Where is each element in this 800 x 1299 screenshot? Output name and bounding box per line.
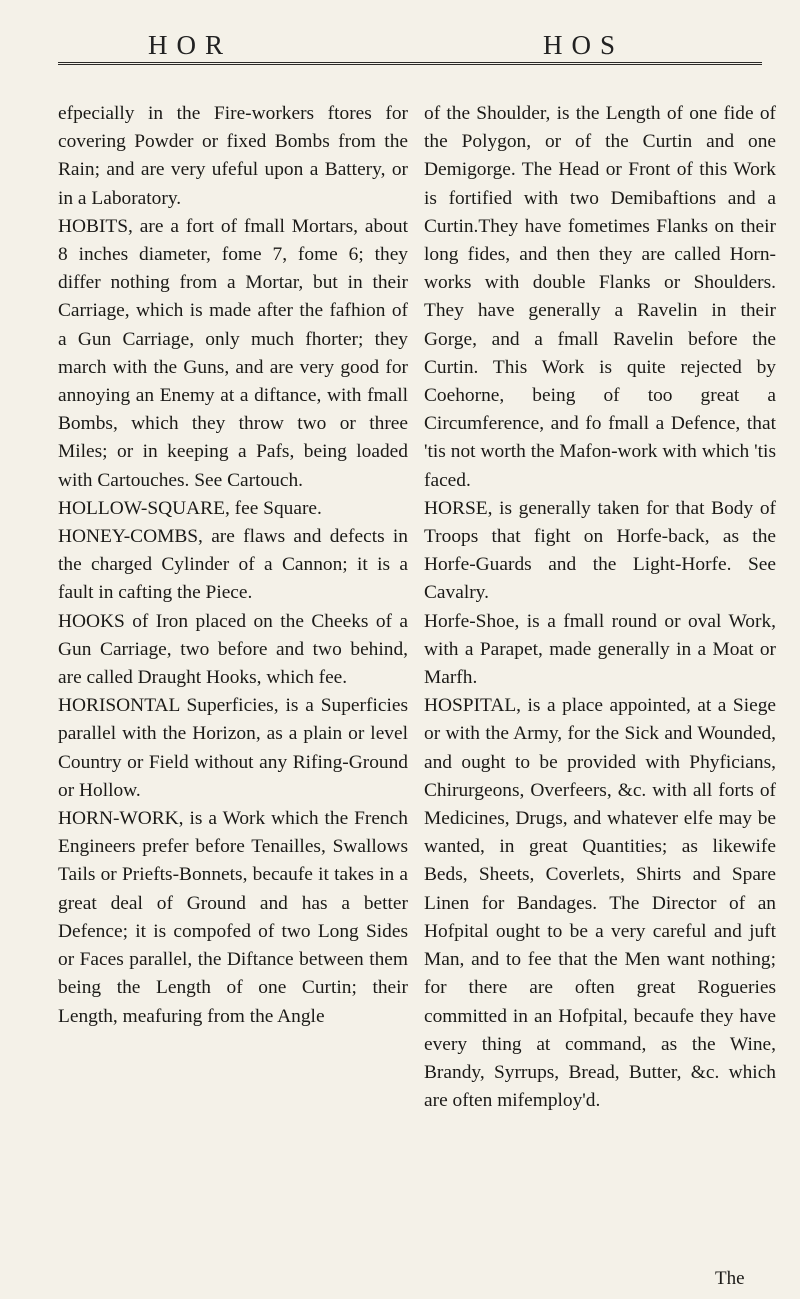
left-column — [58, 100, 408, 1031]
running-head-right: HOS — [543, 30, 625, 60]
entry-hospital: HOSPITAL, is a place appointed, at a Siege or with the Army, for the Sick and Wounded, and ought to be provided with Phyficians, Chirurgeons, Overfeers, &c. with all forts of Medicines, Drugs, and whatever elfe may be wanted, in great Quantities; as likewife Beds, Sheets, Coverlets, Shirts and Spare Linen for Bandages. The Director of an Hofpital ought to be a very careful and juft Man, and to fee that the Men want nothing; for there are often great Rogueries committed in an Hofpital, becaufe they have every thing at command, as the Wine, Brandy, Syrrups, Bread, Butter, &c. which are often mifemploy'd. — [424, 695, 776, 1112]
catchword: The — [715, 1268, 745, 1289]
entry-horse: HORSE, is generally taken for that Body of Troops that fight on Horfe-back, as the Horfe-Guards and the Light-Horfe. See Cavalry. — [424, 497, 776, 604]
right-column — [424, 100, 776, 1115]
entry-hobits: HOBITS, are a fort of fmall Mortars, about 8 inches diameter, fome 7, fome 6; they differ nothing from a Mortar, but in their Carriage, which is made after the fafhion of a Gun Carriage, only much fhorter; they march with the Guns, and are very good for annoying an Enemy at a diftance, with fmall Bombs, which they throw two or three Miles; or in keeping a Pafs, being loaded with Cartouches. See Cartouch. — [58, 215, 408, 491]
entry-horse-shoe: Horfe-Shoe, is a fmall round or oval Work, with a Parapet, made generally in a Moat or Marfh. — [424, 610, 776, 689]
entry-honey-combs: HONEY-COMBS, are flaws and defects in the charged Cylinder of a Cannon; it is a fault in cafting the Piece. — [58, 526, 408, 604]
running-header — [0, 22, 800, 62]
entry-hooks: HOOKS of Iron placed on the Cheeks of a Gun Carriage, two before and two behind, are called Draught Hooks, which fee. — [58, 610, 408, 689]
entry-hollow-square: HOLLOW-SQUARE, fee Square. — [58, 497, 322, 519]
entry-horn-work: HORN-WORK, is a Work which the French Engineers prefer before Tenailles, Swallows Tails or Priefts-Bonnets, becaufe it takes in a great deal of Ground and has a better Defence; it is compofed of two Long Sides or Faces parallel, the Diftance between them being the Length of one Curtin; their Length, meafuring from the Angle — [58, 808, 408, 1027]
entry-fire-workers-continued: efpecially in the Fire-workers ftores for covering Powder or fixed Bombs from the Rain; and are very ufeful upon a Battery, or in a Laboratory. — [58, 103, 408, 209]
header-rule — [58, 62, 762, 65]
entry-horn-work-continued: of the Shoulder, is the Length of one fide of the Polygon, or of the Curtin and one Demigorge. The Head or Front of this Work is fortified with two Demibaftions and a Curtin.They have fometimes Flanks on their long fides, and then they are called Horn-works with double Flanks or Shoulders. They have generally a Ravelin in their Gorge, and a fmall Ravelin before the Curtin. This Work is quite rejected by Coehorne, being of too great a Circumference, and fo fmall a Defence, that 'tis not worth the Mafon-work with which 'tis faced. — [424, 103, 776, 491]
running-head-left: HOR — [148, 30, 233, 60]
entry-horisontal: HORISONTAL Superficies, is a Superficies parallel with the Horizon, as a plain or level Country or Field without any Rifing-Ground or Hollow. — [58, 695, 408, 801]
